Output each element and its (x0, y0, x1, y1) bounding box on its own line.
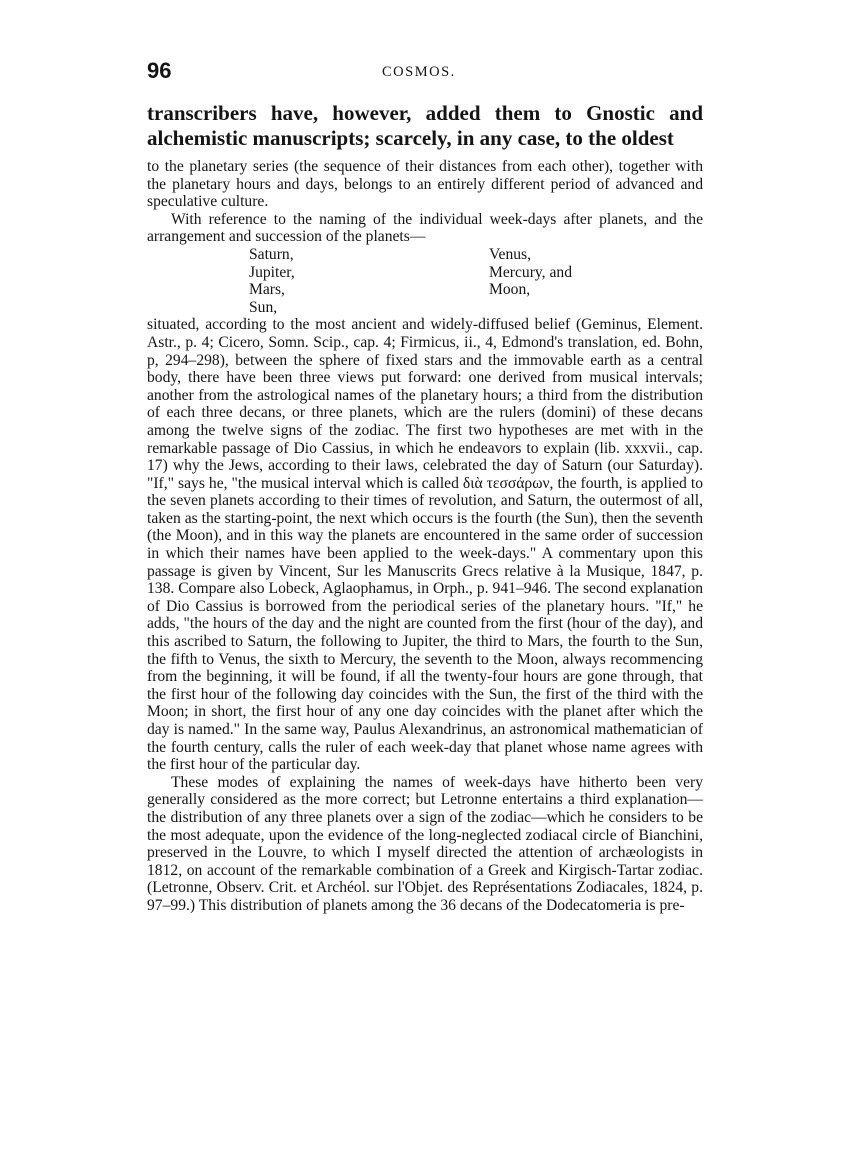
running-title: COSMOS. (382, 64, 456, 80)
planet-column-1 (249, 246, 489, 316)
planet-column-2 (489, 246, 703, 316)
page-number: 96 (147, 58, 172, 83)
paragraph-1: to the planetary series (the sequence of their distances from each other), together with the planetary hours and days, belongs to an entirely different period of advanced and speculative culture. (147, 158, 703, 211)
planet-name: Mercury, and (489, 263, 572, 281)
lead-text: transcribers have, however, added them to Gnostic and alchemistic manuscripts; scarcely, in any case, to the oldest (147, 101, 703, 150)
paragraph-3: situated, according to the most ancient and widely-diffused belief (Geminus, Element. Astr., p. 4; Cicero, Somn. Scip., cap. 4; Firmicus, ii., 4, Edmond's translation, ed. Bohn, p, 294–298), between the sphere of fixed stars and the immovable earth as a central body, there have been three views put forward: one derived from musical intervals; another from the astrological names of the planetary hours; a third from the distribution of each three decans, or three planets, which are the rulers (domini) of these decans among the twelve signs of the zodiac. The first two hypotheses are met with in the remarkable passage of Dio Cassius, in which he endeavors to explain (lib. xxxvii., cap. 17) why the Jews, according to their laws, celebrated the day of Saturn (our Saturday). "If," says he, "the musical interval which is called διὰ τεσσάρων, the fourth, is applied to the seven planets according to their times of revolution, and Saturn, the outermost of all, taken as the starting-point, the next which occurs is the fourth (the Sun), then the seventh (the Moon), and in this way the planets are encountered in the same order of succession in which their names have been applied to the week-days." A commentary upon this passage is given by Vincent, Sur les Manuscrits Grecs relative à la Musique, 1847, p. 138. Compare also Lobeck, Aglaophamus, in Orph., p. 941–946. The second explanation of Dio Cassius is borrowed from the periodical series of the planetary hours. "If," he adds, "the hours of the day and the night are counted from the first (hour of the day), and this ascribed to Saturn, the following to Jupiter, the third to Mars, the fourth to the Sun, the fifth to Venus, the sixth to Mercury, the seventh to the Moon, always recommencing from the beginning, it will be found, if all the twenty-four hours are gone through, that the first hour of the following day coincides with the Sun, the first of the third with the Moon; in short, the first hour of any one day coincides with the planet after which the day is named." In the same way, Paulus Alexandrinus, an astronomical mathematician of the fourth century, calls the ruler of each week-day that planet whose name agrees with the first hour of the particular day. (147, 316, 703, 774)
paragraph-4: These modes of explaining the names of week-days have hitherto been very generally considered as the more correct; but Letronne entertains a third explanation—the distribution of any three planets over a sign of the zodiac—which he considers to be the most adequate, upon the evidence of the long-neglected zodiacal circle of Bianchini, preserved in the Louvre, to which I myself directed the attention of archæologists in 1812, on account of the remarkable combination of a Greek and Kirgisch-Tartar zodiac. (Letronne, Observ. Crit. et Archéol. sur l'Objet. des Représentations Zodiacales, 1824, p. 97–99.) This distribution of planets among the 36 decans of the Dodecatomeria is pre- (147, 773, 703, 914)
planet-name: Venus, (489, 245, 532, 263)
planet-name: Sun, (249, 298, 278, 316)
paragraph-2: With reference to the naming of the individual week-days after planets, and the arrangement and succession of the planets— (147, 210, 703, 246)
planet-name: Saturn, (249, 245, 294, 263)
body-text (147, 158, 703, 915)
planet-list (249, 246, 703, 316)
planet-name: Moon, (489, 281, 531, 299)
planet-name: Jupiter, (249, 263, 295, 281)
planet-name: Mars, (249, 281, 285, 299)
